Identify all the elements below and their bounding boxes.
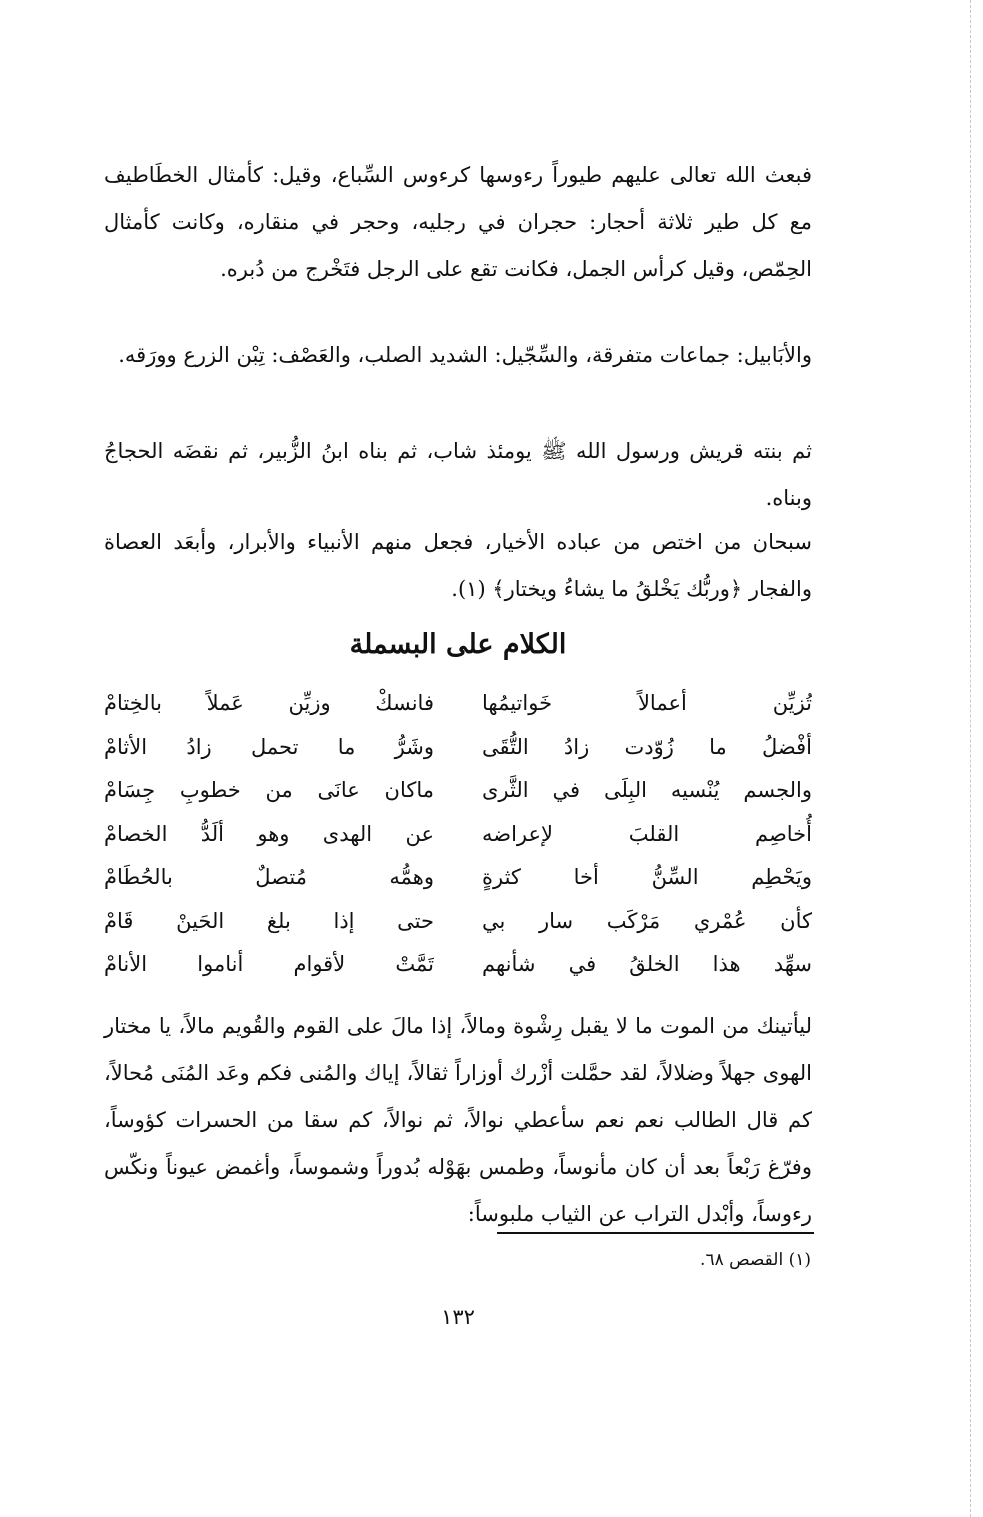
- poem-verse: [104, 726, 812, 770]
- paragraph-definitions: [104, 332, 812, 379]
- verse-first-half: تُزيِّن أعمالاً خَواتيمُها: [482, 691, 812, 715]
- verse-second-half: ماكان عانَى من خطوبِ جِسَامْ: [104, 778, 434, 802]
- poem-verse: [104, 856, 812, 900]
- verse-first-half: سهِّد هذا الخلقُ في شأنهم: [482, 952, 812, 976]
- verse-second-half: وشَرُّ ما تحمل زادُ الأثامْ: [104, 734, 434, 759]
- verse-first-half: أفْضلُ ما زُوّدت زادُ التُّقَى: [482, 734, 812, 759]
- page-number: ١٣٢: [441, 1305, 475, 1329]
- paragraph-text: سبحان من اختص من عباده الأخيار، فجعل منهم الأنبياء والأبرار، وأبعَد العصاة والفجار ﴿وربُّك يَخْلقُ ما يشاءُ ويختار﴾ (١).: [104, 530, 812, 601]
- poem-verse: [104, 900, 812, 944]
- footnote: (١) القصص ٦٨.: [700, 1250, 811, 1270]
- paragraph-text: والأبَابيل: جماعات متفرقة، والسِّجّيل: الشديد الصلب، والعَصْف: تِبْن الزرع وورَقه.: [118, 343, 812, 367]
- verse-first-half: كأن عُمْري مَرْكَب سار بي: [482, 908, 812, 933]
- paragraph-text: فبعث الله تعالى عليهم طيوراً رءوسها كرءوس السِّباع، وقيل: كأمثال الخطَاطيف مع كل طير ثلاثة أحجار: حجران في رجليه، وحجر في منقاره، وكانت كأمثال الحِمّص، وقيل كرأس الجمل، فكانت تقع على الرجل فتَخْرج من دُبره.: [104, 163, 812, 281]
- verse-second-half: عن الهدى وهو ألَدُّ الخصامْ: [104, 821, 434, 846]
- paragraph-praise: [104, 519, 812, 613]
- poem-verse: [104, 769, 812, 813]
- poem: [104, 682, 812, 987]
- page-edge-line: [970, 0, 971, 1517]
- paragraph-text: ليأتينك من الموت ما لا يقبل رِشْوة ومالاً، إذا مالَ على القوم والقُويم مالاً، يا مختار الهوى جهلاً وضلالاً، لقد حمَّلت أزْرك أوزاراً ثقالاً، إياك والمُنى فكم وعَد المُنَى مُحالاً، كم قال الطالب نعم نعم سأعطي نوالاً، ثم نوالاً، كم سقا من الحسرات كؤوساً، وفرّغ رَبْعاً بعد أن كان مأنوساً، وطمس بهَوْله بُدوراً وشموساً، وأغمض عيوناً ونكّس رءوساً، وأبْدل التراب عن الثياب ملبوساً:: [104, 1014, 812, 1226]
- verse-second-half: تَمَّتْ لأقوام أناموا الأنامْ: [104, 952, 434, 976]
- verse-first-half: والجسم يُنْسيه البِلَى في الثَّرى: [482, 778, 812, 802]
- poem-verse: [104, 813, 812, 857]
- paragraph-text: ثم بنته قريش ورسول الله ﷺ يومئذ شاب، ثم بناه ابنُ الزُّبير، ثم نقضَه الحجاجُ وبناه.: [104, 439, 812, 510]
- paragraph-birds: [104, 152, 812, 293]
- verse-second-half: فانسكْ وزيِّن عَملاً بالخِتامْ: [104, 691, 434, 715]
- paragraph-kaaba-building: [104, 428, 812, 522]
- paragraph-death-sermon: [104, 1003, 812, 1238]
- footnote-separator: [497, 1232, 814, 1234]
- verse-first-half: ويَحْطِم السِّنُّ أخا كثرةٍ: [482, 865, 812, 889]
- section-heading: الكلام على البسملة: [349, 629, 567, 660]
- poem-verse: [104, 943, 812, 987]
- verse-first-half: أُخاصِم القلبَ لإعراضه: [482, 821, 812, 846]
- poem-verse: [104, 682, 812, 726]
- verse-second-half: وهمُّه مُتصلٌ بالحُطَامْ: [104, 865, 434, 889]
- verse-second-half: حتى إذا بلغ الحَينْ قَامْ: [104, 908, 434, 933]
